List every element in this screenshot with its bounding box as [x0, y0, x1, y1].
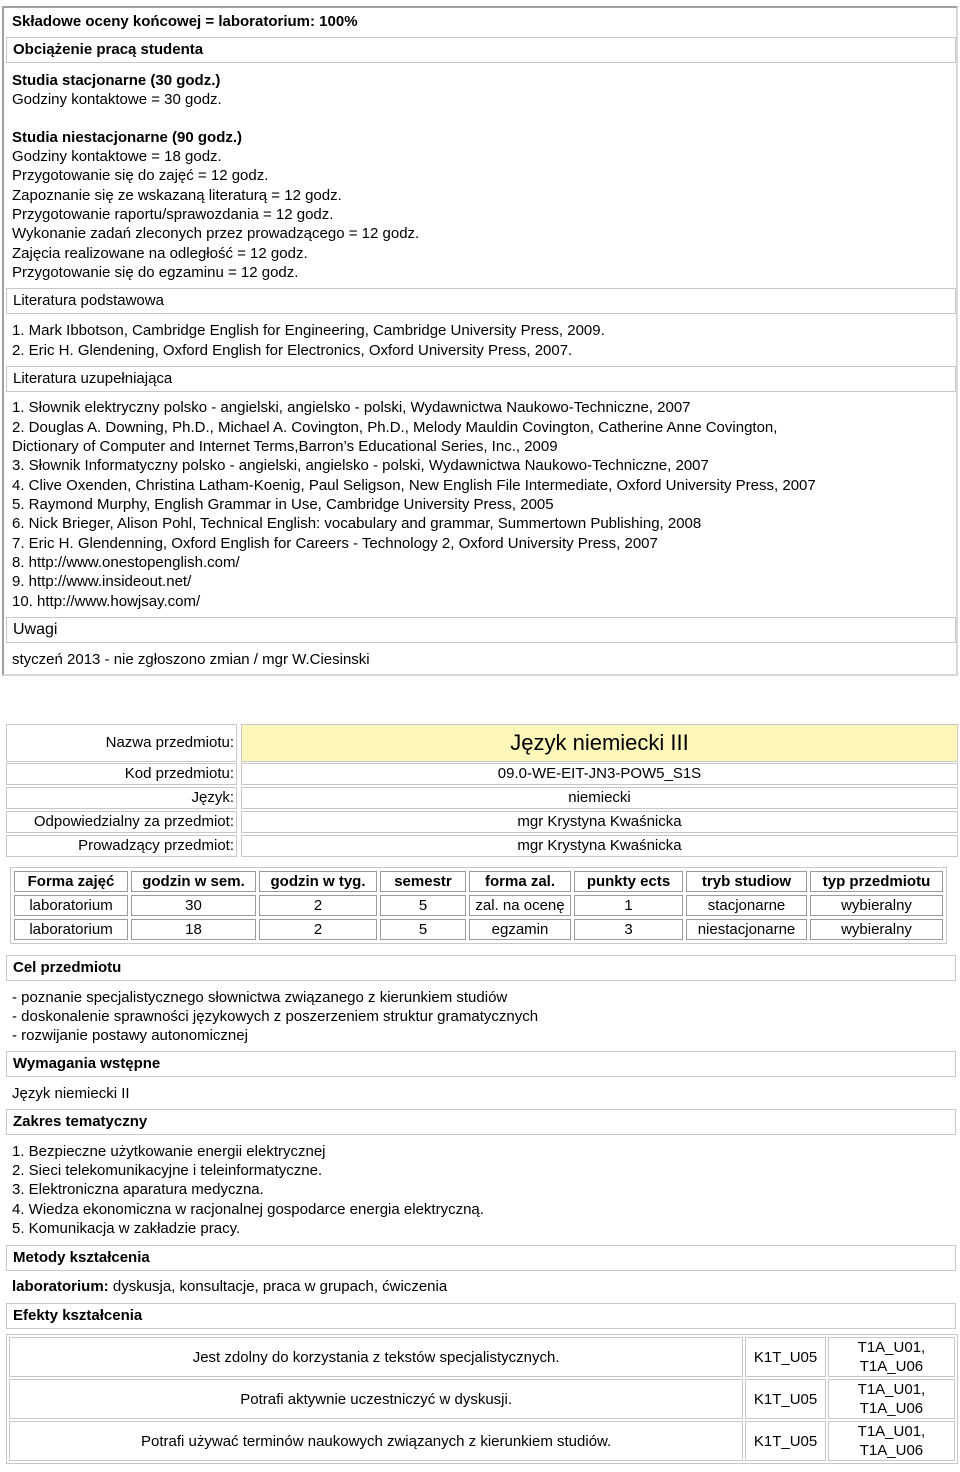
- niestacjonarne-heading: Studia niestacjonarne (90 godz.): [12, 129, 243, 146]
- table-cell: laboratorium: [14, 895, 128, 916]
- subject-resp-label: Odpowiedzialny za przedmiot:: [6, 811, 237, 833]
- goal-item: - rozwijanie postawy autonomicznej: [12, 1027, 248, 1044]
- lit-item: 6. Nick Brieger, Alison Pohl, Technical English: vocabulary and grammar, Summertown Publishing, 2008: [12, 515, 702, 532]
- lit-item: 3. Słownik Informatyczny polsko - angielski, angielsko - polski, Wydawnictwa Naukowo-Techniczne, 2007: [12, 457, 709, 474]
- methods-text: [12, 1277, 447, 1296]
- notes-text: styczeń 2013 - nie zgłoszono zmian / mgr W.Ciesinski: [12, 651, 370, 668]
- lit-link: 8. http://www.onestopenglish.com/: [12, 554, 240, 571]
- table-cell: 18: [131, 919, 256, 940]
- column-header: godzin w sem.: [131, 871, 256, 892]
- table-cell: wybieralny: [810, 919, 943, 940]
- effect-ref-line: T1A_U01,: [857, 1423, 926, 1440]
- notes-heading: Uwagi: [6, 617, 956, 643]
- subject-code: 09.0-WE-EIT-JN3-POW5_S1S: [241, 763, 958, 785]
- column-header: typ przedmiotu: [810, 871, 943, 892]
- goal-heading: Cel przedmiotu: [6, 955, 956, 981]
- lit-extra-heading: Literatura uzupełniająca: [6, 366, 956, 392]
- effect-ref-line: T1A_U06: [859, 1400, 924, 1417]
- workload-line: Wykonanie zadań zleconych przez prowadzącego = 12 godz.: [12, 225, 420, 242]
- effects-heading: Efekty kształcenia: [6, 1303, 956, 1329]
- workload-line: Godziny kontaktowe = 18 godz.: [12, 148, 222, 165]
- effects-table: [6, 1334, 958, 1464]
- effect-text: Potrafi używać terminów naukowych związanych z kierunkiem studiów.: [9, 1421, 743, 1461]
- scope-item: 5. Komunikacja w zakładzie pracy.: [12, 1220, 241, 1237]
- table-cell: 1: [574, 895, 683, 916]
- lit-item: 2. Douglas A. Downing, Ph.D., Michael A. Covington, Ph.D., Melody Mauldin Covington, Catherine Anne Covington,: [12, 419, 778, 436]
- methods-description: dyskusja, konsultacje, praca w grupach, ćwiczenia: [108, 1278, 448, 1295]
- table-cell: laboratorium: [14, 919, 128, 940]
- subject-lang-label: Język:: [6, 787, 237, 809]
- workload-heading: Obciążenie pracą studenta: [6, 37, 956, 63]
- subject-resp: mgr Krystyna Kwaśnicka: [241, 811, 958, 833]
- scope-item: 4. Wiedza ekonomiczna w racjonalnej gospodarce energia elektryczną.: [12, 1201, 484, 1218]
- subject-lecturer: mgr Krystyna Kwaśnicka: [241, 835, 958, 857]
- column-header: punkty ects: [574, 871, 683, 892]
- class-forms-table: [10, 867, 947, 944]
- subject-lecturer-label: Prowadzący przedmiot:: [6, 835, 237, 857]
- table-row: [9, 1337, 955, 1377]
- effect-ref: [828, 1379, 955, 1419]
- table-cell: stacjonarne: [686, 895, 807, 916]
- subject-code-label: Kod przedmiotu:: [6, 763, 237, 785]
- effect-ref-line: T1A_U06: [859, 1442, 924, 1459]
- lit-link: 9. http://www.insideout.net/: [12, 573, 192, 590]
- column-header: semestr: [380, 871, 466, 892]
- table-cell: 5: [380, 895, 466, 916]
- lit-item: Dictionary of Computer and Internet Terms,Barron’s Educational Series, Inc., 2009: [12, 438, 558, 455]
- column-header: tryb studiow: [686, 871, 807, 892]
- scope-item: 2. Sieci telekomunikacyjne i teleinformatyczne.: [12, 1162, 323, 1179]
- table-cell: zal. na ocenę: [469, 895, 571, 916]
- column-header: Forma zajęć: [14, 871, 128, 892]
- effect-ref: [828, 1421, 955, 1461]
- workload-line: Przygotowanie raportu/sprawozdania = 12 godz.: [12, 206, 334, 223]
- effect-ref-line: T1A_U06: [859, 1358, 924, 1375]
- subject-name-row: [6, 724, 958, 762]
- grade-components: Składowe oceny końcowej = laboratorium: 100%: [12, 13, 358, 30]
- scope-item: 3. Elektroniczna aparatura medyczna.: [12, 1181, 264, 1198]
- workload-line: Przygotowanie się do egzaminu = 12 godz.: [12, 264, 299, 281]
- lit-item: 2. Eric H. Glendening, Oxford English for Electronics, Oxford University Press, 2007.: [12, 342, 573, 359]
- effect-text: Jest zdolny do korzystania z tekstów specjalistycznych.: [9, 1337, 743, 1377]
- subject-name: Język niemiecki III: [241, 724, 958, 762]
- workload-line: Przygotowanie się do zajęć = 12 godz.: [12, 167, 269, 184]
- workload-line: Godziny kontaktowe = 30 godz.: [12, 91, 222, 108]
- table-cell: 2: [259, 895, 377, 916]
- table-row: [14, 919, 943, 940]
- lit-item: 1. Słownik elektryczny polsko - angielski, angielsko - polski, Wydawnictwa Naukowo-Techniczne, 2007: [12, 399, 691, 416]
- table-cell: niestacjonarne: [686, 919, 807, 940]
- table-cell: wybieralny: [810, 895, 943, 916]
- table-cell: 5: [380, 919, 466, 940]
- lit-item: 7. Eric H. Glendenning, Oxford English for Careers - Technology 2, Oxford University Press, 2007: [12, 535, 658, 552]
- lit-item: 5. Raymond Murphy, English Grammar in Use, Cambridge University Press, 2005: [12, 496, 554, 513]
- goal-item: - poznanie specjalistycznego słownictwa związanego z kierunkiem studiów: [12, 989, 508, 1006]
- table-cell: egzamin: [469, 919, 571, 940]
- stacjonarne-heading: Studia stacjonarne (30 godz.): [12, 72, 221, 89]
- scope-heading: Zakres tematyczny: [6, 1109, 956, 1135]
- requirements-text: Język niemiecki II: [12, 1085, 130, 1102]
- methods-label: laboratorium:: [12, 1278, 109, 1295]
- subject-name-label: Nazwa przedmiotu:: [6, 724, 237, 762]
- column-header: godzin w tyg.: [259, 871, 377, 892]
- scope-item: 1. Bezpieczne użytkowanie energii elektrycznej: [12, 1143, 326, 1160]
- effect-code: K1T_U05: [745, 1337, 826, 1377]
- table-cell: 2: [259, 919, 377, 940]
- lit-link: 10. http://www.howjsay.com/: [12, 593, 201, 610]
- column-header: forma zal.: [469, 871, 571, 892]
- effect-code: K1T_U05: [745, 1421, 826, 1461]
- methods-heading: Metody kształcenia: [6, 1245, 956, 1271]
- table-header-row: [14, 871, 943, 892]
- effect-ref-line: T1A_U01,: [857, 1339, 926, 1356]
- subject-lecturer-row: [6, 835, 958, 857]
- effect-code: K1T_U05: [745, 1379, 826, 1419]
- subject-lang-row: [6, 787, 958, 809]
- subject-lang: niemiecki: [241, 787, 958, 809]
- table-row: [14, 895, 943, 916]
- workload-line: Zapoznanie się ze wskazaną literaturą = 12 godz.: [12, 187, 342, 204]
- effect-ref-line: T1A_U01,: [857, 1381, 926, 1398]
- goal-item: - doskonalenie sprawności językowych z poszerzeniem struktur gramatycznych: [12, 1008, 539, 1025]
- table-cell: 3: [574, 919, 683, 940]
- table-cell: 30: [131, 895, 256, 916]
- table-row: [9, 1379, 955, 1419]
- requirements-heading: Wymagania wstępne: [6, 1051, 956, 1077]
- lit-item: 4. Clive Oxenden, Christina Latham-Koenig, Paul Seligson, New English File Intermediate, Oxford University Press, 2007: [12, 477, 816, 494]
- subject-resp-row: [6, 811, 958, 833]
- effect-ref: [828, 1337, 955, 1377]
- effect-text: Potrafi aktywnie uczestniczyć w dyskusji.: [9, 1379, 743, 1419]
- lit-item: 1. Mark Ibbotson, Cambridge English for Engineering, Cambridge University Press, 2009.: [12, 322, 605, 339]
- workload-line: Zajęcia realizowane na odległość = 12 godz.: [12, 245, 308, 262]
- subject-code-row: [6, 763, 958, 785]
- table-row: [9, 1421, 955, 1461]
- lit-basic-heading: Literatura podstawowa: [6, 288, 956, 314]
